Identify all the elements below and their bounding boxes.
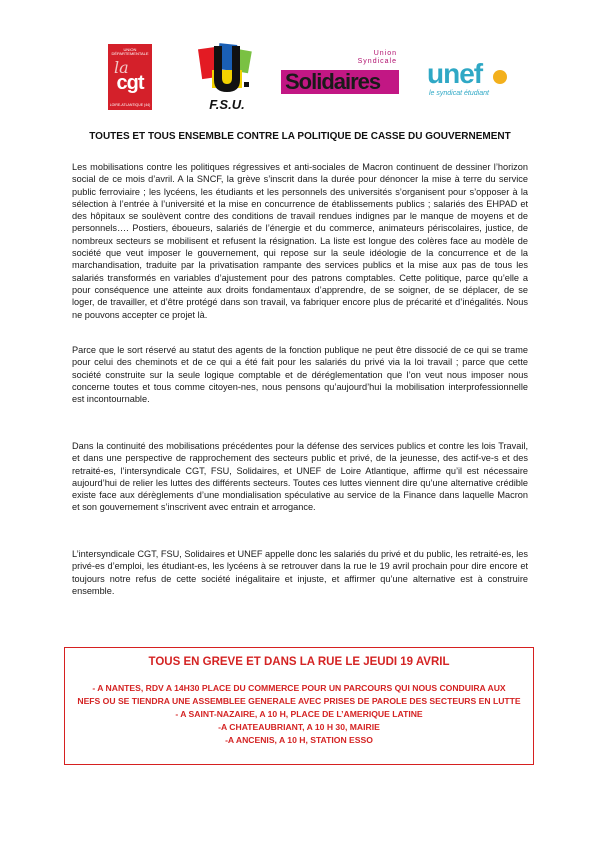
paragraph-3: Dans la continuité des mobilisations précédentes pour la défense des services publics et contre les lois Travail, et dans une perspective de rapprochement des secteurs public et privé, de la jeunesse, des actif-ve-s et des retraité-es, l’intersyndicale CGT, FSU, Solidaires, et UNEF de Loire Atlantique, affirme qu’il est nécessaire aujourd’hui de relier les luttes des différents secteurs. Toutes ces luttes viennent dire qu’une alternative crédible existe face aux dérèglements d’une mondialisation spéculative au service de la Finance dans laquelle Macron et son gouvernement s’inscrivent avec entrain et arrogance. [72, 441, 528, 513]
cgt-logo-subtitle: LOIRE-ATLANTIQUE (44) [109, 103, 151, 107]
cgt-logo-name: cgt [116, 72, 144, 94]
call-line-nantes: - A NANTES, RDV A 14H30 PLACE DU COMMERCE POUR UN PARCOURS QUI NOUS CONDUIRA AUX [92, 683, 506, 693]
unef-dot-icon [493, 70, 507, 84]
document-headline: TOUTES ET TOUS ENSEMBLE CONTRE LA POLITIQUE DE CASSE DU GOUVERNEMENT [89, 131, 511, 142]
paragraph-4: L’intersyndicale CGT, FSU, Solidaires et UNEF appelle donc les salariés du privé et du public, les retraité-es, les privé-es d’emploi, les étudiant-es, les lycéens à se retrouver dans la rue le 19 avril prochain pour dire encore et toujours notre refus de cette société inégalitaire et injuste, et affirmer qu’une alternative est à construire ensemble. [72, 549, 529, 596]
unef-logo-subtitle: le syndicat étudiant [429, 90, 489, 97]
paragraph-2: Parce que le sort réservé au statut des agents de la fonction publique ne peut être dissocié de ce qui se trame pour celui des cheminots et de ce qui a été fait pour les salariés du privé via la loi travail ; parce que cette société construite sur la seule logique comptable et de déréglementation que l’on veut nous imposer nous concerne toutes et tous comme citoyen-nes, nous pensons qu’aujourd’hui la mobilisation interprofessionnelle est incontournable. [72, 345, 528, 405]
solidaires-logo [281, 50, 407, 98]
fsu-emblem-icon [198, 42, 256, 96]
solidaires-logo-name: Solidaires [285, 69, 381, 94]
call-line-saint-nazaire: - A SAINT-NAZAIRE, A 10 H, PLACE DE L’AMERIQUE LATINE [175, 709, 423, 719]
unef-logo-name: unef [427, 58, 483, 89]
cgt-logo-la: la [114, 58, 129, 77]
fsu-logo [196, 42, 258, 112]
cgt-logo [108, 44, 152, 110]
unef-logo [427, 60, 519, 100]
call-line-ancenis: -A ANCENIS, A 10 H, STATION ESSO [225, 735, 373, 745]
solidaires-syndicale-word: Syndicale [357, 58, 397, 65]
mobilisation-call-box [64, 647, 534, 765]
fsu-logo-name: F.S.U. [209, 97, 245, 112]
call-lines [71, 682, 527, 747]
union-logos [0, 44, 600, 114]
call-title: TOUS EN GREVE ET DANS LA RUE LE JEUDI 19 AVRIL [148, 656, 450, 668]
call-line-chateaubriant: -A CHATEAUBRIANT, A 10 H 30, MAIRIE [218, 722, 380, 732]
cgt-logo-top-text: UNION DÉPARTEMENTALE [111, 47, 149, 56]
call-line-nantes-cont: NEFS OU SE TIENDRA UNE ASSEMBLEE GENERALE AVEC PRISES DE PAROLE DES SECTEURS EN LUTTE [77, 696, 521, 706]
solidaires-logo-union [358, 50, 397, 66]
paragraph-1: Les mobilisations contre les politiques régressives et anti-sociales de Macron continuent de dessiner l’horizon social de ce mois d’avril. A la SNCF, la grève s’inscrit dans la durée pour dénoncer la mise à terre du service public ferroviaire ; les lycéens, les étudiants et les personnels des universités s’organisent pour s’opposer à la sélection à l’entrée à l’université et la mise en concurrence de établissements publics ; salariés des EHPAD et des hôpitaux se soulèvent contre des conditions de travail rendues indignes par le manque de moyens et de personnels…. Postiers, éboueurs, salariés de l’énergie et du commerce, animateurs périscolaires, justice, de nombreux secteurs se mobilisent et refusent la résignation. La liste est longue des colères face au modèle de société que veut imposer le gouvernement, qui repose sur la seule idéologie de la concurrence et de la marchandisation, traduite par la privatisation rampante des services publics et la mise aux pas de tous les salariés transformés en variables d’ajustement pour des patrons comptables. Cette politique, parce qu’elle a pour conséquence une atteinte aux droits fondamentaux d’apprendre, de se soigner, de se déplacer, de se loger, de travailler, et d’être protégé dans son travail, va fabriquer encore plus de précarité et d’inégalités. Nous ne pouvons accepter ce projet là. [72, 162, 528, 320]
solidaires-union-word: Union [373, 50, 397, 57]
